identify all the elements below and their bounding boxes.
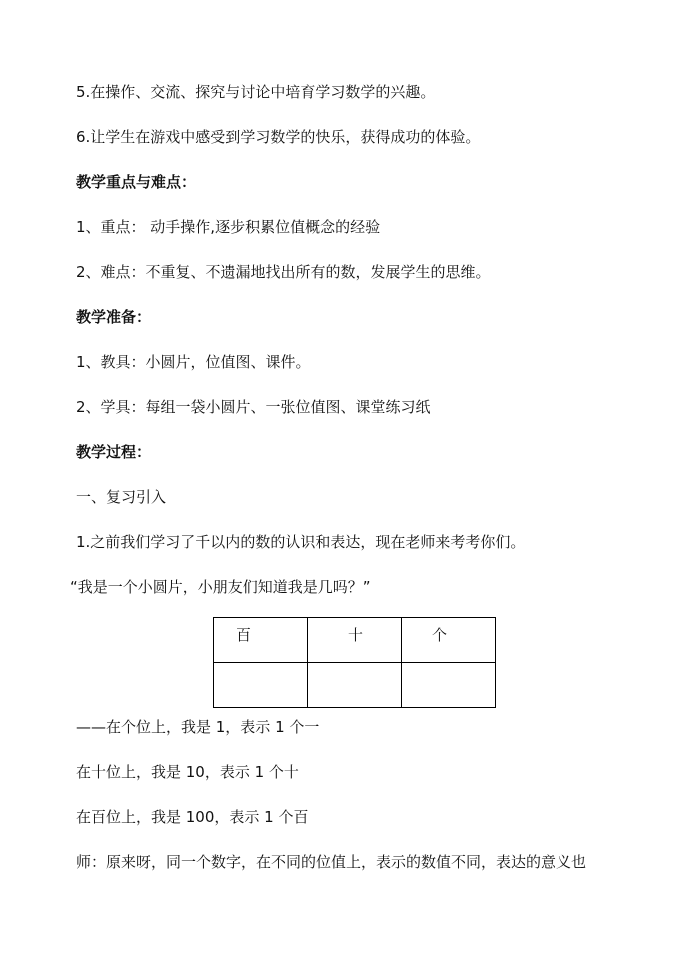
cell-ones [402,663,496,708]
cell-tens [308,663,402,708]
tens-place-text: 在十位上，我是 10，表示 1 个十 [76,763,299,781]
heading-process: 教学过程： [76,443,152,461]
teacher-remark: 师：原来呀，同一个数字，在不同的位值上，表示的数值不同，表达的意义也 [76,853,587,871]
header-ones: 个 [402,618,496,663]
learning-aids: 2、学具：每组一袋小圆片、一张位值图、课堂练习纸 [76,398,431,416]
header-hundreds: 百 [214,618,308,663]
objective-6: 6.让学生在游戏中感受到学习数学的快乐，获得成功的体验。 [76,128,481,146]
teaching-aids: 1、教具：小圆片，位值图、课件。 [76,353,311,371]
difficult-point: 2、难点：不重复、不遗漏地找出所有的数，发展学生的思维。 [76,263,491,281]
ones-place-text: ——在个位上，我是 1，表示 1 个一 [76,718,320,736]
key-point: 1、重点： 动手操作,逐步积累位值概念的经验 [76,218,381,236]
heading-key-points: 教学重点与难点： [76,173,197,191]
step-1-text: 1.之前我们学习了千以内的数的认识和表达，现在老师来考考你们。 [76,533,526,551]
header-tens: 十 [308,618,402,663]
section-review-intro: 一、复习引入 [76,488,167,506]
place-value-table [213,617,496,708]
objective-5: 5.在操作、交流、探究与讨论中培育学习数学的兴趣。 [76,83,436,101]
heading-preparation: 教学准备： [76,308,152,326]
quote-text: “我是一个小圆片，小朋友们知道我是几吗？” [70,578,371,596]
table-value-row [214,663,496,708]
cell-hundreds [214,663,308,708]
table-header-row [214,618,496,663]
hundreds-place-text: 在百位上，我是 100，表示 1 个百 [76,808,309,826]
